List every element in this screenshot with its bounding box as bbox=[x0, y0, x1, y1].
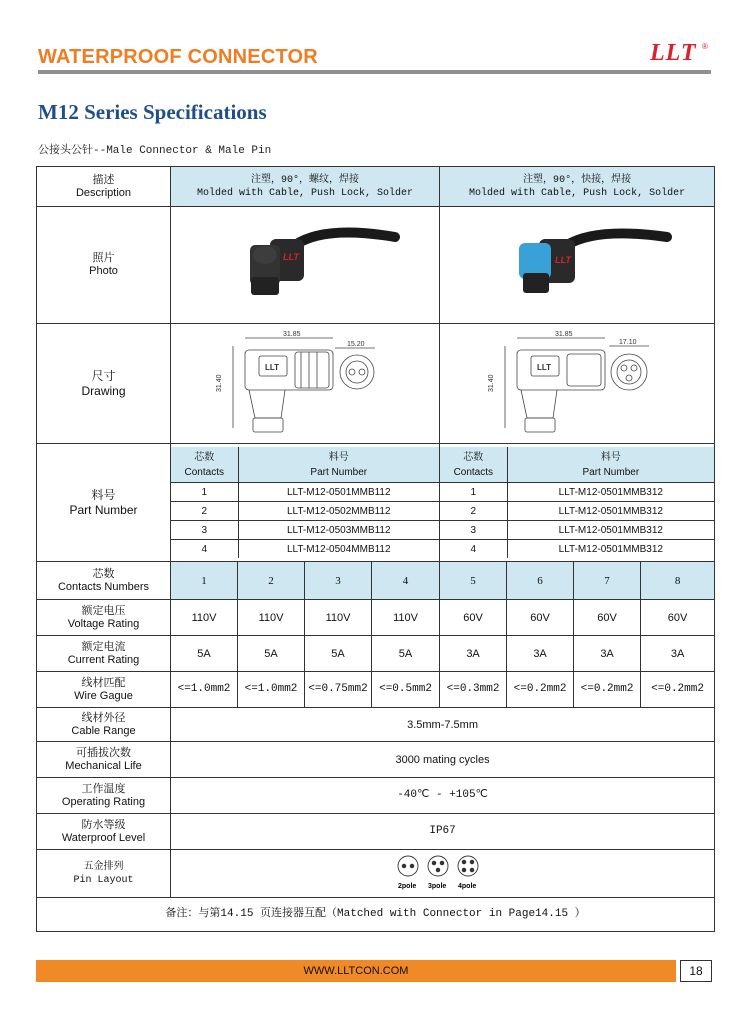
dim-width-left: 31.85 bbox=[283, 330, 301, 338]
mechanical-value: 3000 mating cycles bbox=[171, 742, 715, 778]
pole-label-3: 3pole bbox=[427, 883, 446, 890]
wire-row bbox=[37, 672, 715, 708]
header-divider bbox=[38, 70, 711, 74]
note-text: 备注：与第14.15 页连接器互配（Matched with Connector in Page14.15 ） bbox=[37, 898, 715, 932]
current-cell: 3A bbox=[641, 636, 715, 672]
current-cell: 3A bbox=[507, 636, 574, 672]
registered-mark: ® bbox=[702, 42, 708, 51]
cable-range-value: 3.5mm-7.5mm bbox=[171, 708, 715, 742]
connector-photo-black bbox=[205, 215, 405, 315]
photo-watermark-left: LLT bbox=[283, 252, 299, 262]
table-row: 3 LLT-M12-0501MMB312 bbox=[440, 521, 714, 540]
wire-cell: <=0.75mm2 bbox=[305, 672, 372, 708]
wire-cell: <=0.3mm2 bbox=[440, 672, 507, 708]
table-row: 1 LLT-M12-0501MMB312 bbox=[440, 483, 714, 502]
waterproof-row bbox=[37, 814, 715, 850]
brand-logo: LLT bbox=[650, 40, 697, 66]
pn-right-header bbox=[440, 447, 714, 483]
page-number: 18 bbox=[680, 960, 712, 982]
wire-cell: <=0.2mm2 bbox=[641, 672, 715, 708]
voltage-cell: 60V bbox=[440, 600, 507, 636]
contacts-number-cell: 7 bbox=[574, 562, 641, 600]
pole-label-4: 4pole bbox=[457, 883, 476, 890]
pn-left-contacts-header: 芯数 Contacts bbox=[171, 447, 238, 483]
wire-cell: <=1.0mm2 bbox=[171, 672, 238, 708]
drawing-row bbox=[37, 324, 715, 444]
contacts-number-cell: 8 bbox=[641, 562, 715, 600]
pin-layout-row bbox=[37, 850, 715, 898]
page-header-title: WATERPROOF CONNECTOR bbox=[38, 46, 318, 68]
drawing-label: 尺寸 Drawing bbox=[37, 324, 171, 444]
waterproof-label: 防水等级 Waterproof Level bbox=[37, 814, 171, 850]
dim-face-right: 17.10 bbox=[619, 338, 637, 346]
photo-row bbox=[37, 207, 715, 324]
pn-left-header bbox=[171, 447, 439, 483]
connector-photo-blue bbox=[477, 215, 677, 315]
table-row: 4 LLT-M12-0501MMB312 bbox=[440, 540, 714, 559]
pn-left-pn-header: 料号 Part Number bbox=[238, 447, 439, 483]
pin-layout-label: 五金排列 Pin Layout bbox=[37, 850, 171, 898]
drawing-left bbox=[171, 324, 440, 444]
wire-cell: <=0.2mm2 bbox=[574, 672, 641, 708]
description-left: 注塑，90°，螺纹，焊接 Molded with Cable, Push Lock, Solder bbox=[171, 167, 440, 207]
subtitle: 公接头公针--Male Connector & Male Pin bbox=[38, 145, 272, 157]
part-number-left bbox=[171, 444, 440, 562]
pole-label-2: 2pole bbox=[397, 883, 416, 890]
mechanical-row bbox=[37, 742, 715, 778]
table-row: 4 LLT-M12-0504MMB112 bbox=[171, 540, 439, 559]
wire-cell: <=0.5mm2 bbox=[372, 672, 440, 708]
current-cell: 5A bbox=[238, 636, 305, 672]
wire-cell: <=1.0mm2 bbox=[238, 672, 305, 708]
description-right: 注塑，90°，快接，焊接 Molded with Cable, Push Lock, Solder bbox=[440, 167, 715, 207]
voltage-cell: 110V bbox=[305, 600, 372, 636]
operating-row bbox=[37, 778, 715, 814]
contacts-numbers-row bbox=[37, 562, 715, 600]
current-cell: 5A bbox=[171, 636, 238, 672]
spec-table bbox=[36, 166, 715, 932]
photo-label: 照片 Photo bbox=[37, 207, 171, 324]
part-number-row bbox=[37, 444, 715, 562]
pn-right-pn-header: 料号 Part Number bbox=[507, 447, 714, 483]
cable-range-row bbox=[37, 708, 715, 742]
drawing-logo-right: LLT bbox=[537, 362, 552, 372]
voltage-row bbox=[37, 600, 715, 636]
photo-watermark-right: LLT bbox=[555, 255, 571, 265]
photo-left bbox=[171, 207, 440, 324]
wire-label: 线材匹配 Wire Gague bbox=[37, 672, 171, 708]
footer-url: WWW.LLTCON.COM bbox=[36, 960, 676, 982]
mechanical-label: 可插拔次数 Mechanical Life bbox=[37, 742, 171, 778]
description-label: 描述 Description bbox=[37, 167, 171, 207]
pin-layout-value bbox=[171, 850, 715, 898]
current-cell: 5A bbox=[305, 636, 372, 672]
waterproof-value: IP67 bbox=[171, 814, 715, 850]
dim-height-right: 31.40 bbox=[488, 373, 496, 392]
pin-layout-diagram bbox=[388, 852, 498, 892]
pn-right-contacts-header: 芯数 Contacts bbox=[440, 447, 507, 483]
table-row: 3 LLT-M12-0503MMB112 bbox=[171, 521, 439, 540]
dim-width-right: 31.85 bbox=[555, 330, 573, 338]
current-cell: 3A bbox=[440, 636, 507, 672]
current-row bbox=[37, 636, 715, 672]
voltage-label: 额定电压 Voltage Rating bbox=[37, 600, 171, 636]
cable-range-label: 线材外径 Cable Range bbox=[37, 708, 171, 742]
drawing-logo-left: LLT bbox=[265, 362, 280, 372]
contacts-number-cell: 1 bbox=[171, 562, 238, 600]
description-row bbox=[37, 167, 715, 207]
operating-label: 工作温度 Operating Rating bbox=[37, 778, 171, 814]
note-row bbox=[37, 898, 715, 932]
photo-right bbox=[440, 207, 715, 324]
contacts-number-cell: 2 bbox=[238, 562, 305, 600]
operating-value: -40℃ - +105℃ bbox=[171, 778, 715, 814]
dim-height-left: 31.40 bbox=[216, 373, 224, 392]
dim-face-left: 15.20 bbox=[347, 340, 365, 348]
technical-drawing-right bbox=[477, 328, 677, 440]
contacts-number-cell: 3 bbox=[305, 562, 372, 600]
voltage-cell: 60V bbox=[574, 600, 641, 636]
contacts-number-cell: 4 bbox=[372, 562, 440, 600]
contacts-numbers-label: 芯数 Contacts Numbers bbox=[37, 562, 171, 600]
voltage-cell: 110V bbox=[171, 600, 238, 636]
voltage-cell: 60V bbox=[507, 600, 574, 636]
voltage-cell: 60V bbox=[641, 600, 715, 636]
table-row: 1 LLT-M12-0501MMB112 bbox=[171, 483, 439, 502]
technical-drawing-left bbox=[205, 328, 405, 440]
part-number-right bbox=[440, 444, 715, 562]
current-label: 额定电流 Current Rating bbox=[37, 636, 171, 672]
wire-cell: <=0.2mm2 bbox=[507, 672, 574, 708]
voltage-cell: 110V bbox=[238, 600, 305, 636]
contacts-number-cell: 6 bbox=[507, 562, 574, 600]
drawing-right bbox=[440, 324, 715, 444]
voltage-cell: 110V bbox=[372, 600, 440, 636]
part-number-label: 料号 Part Number bbox=[37, 444, 171, 562]
section-title: M12 Series Specifications bbox=[38, 100, 267, 124]
table-row: 2 LLT-M12-0502MMB112 bbox=[171, 502, 439, 521]
current-cell: 5A bbox=[372, 636, 440, 672]
current-cell: 3A bbox=[574, 636, 641, 672]
table-row: 2 LLT-M12-0501MMB312 bbox=[440, 502, 714, 521]
contacts-number-cell: 5 bbox=[440, 562, 507, 600]
